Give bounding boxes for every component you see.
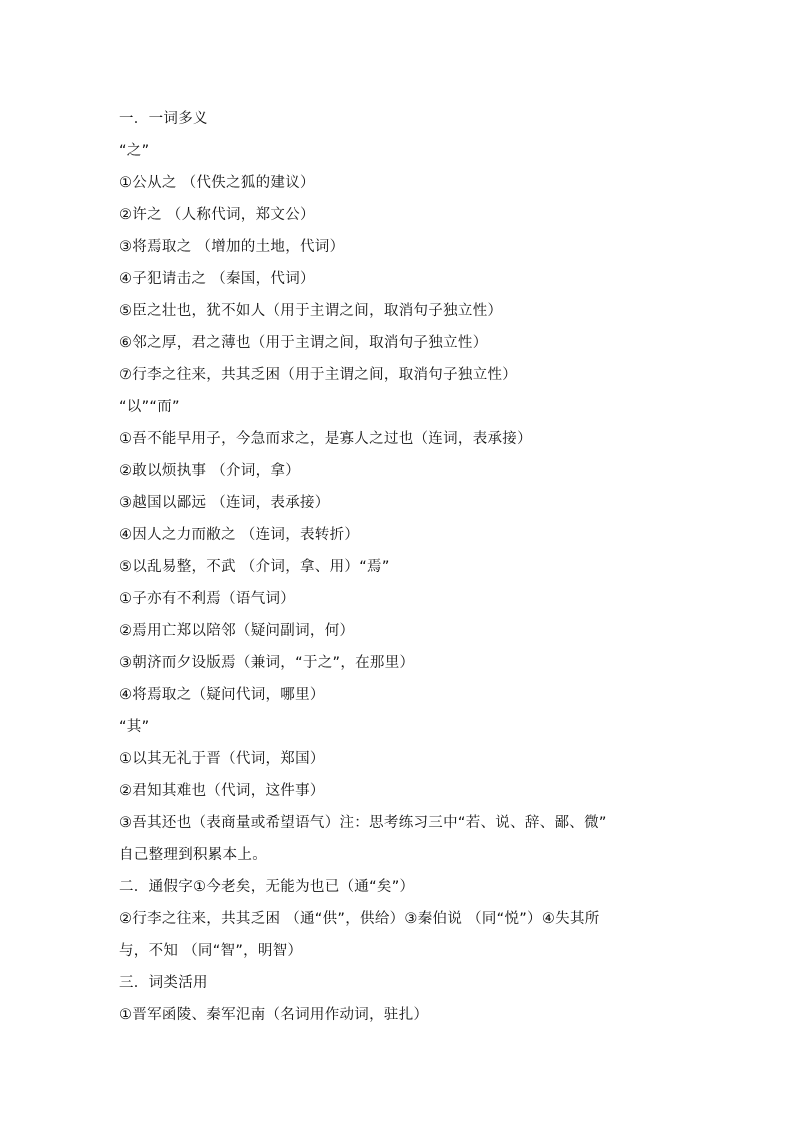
list-item: ③吾其还也（表商量或希望语气）注：思考练习三中“若、说、辞、鄙、微” (119, 815, 607, 831)
list-item: ①以其无礼于晋（代词，郑国） (119, 751, 325, 767)
list-item: ④因人之力而敝之 （连词，表转折） (119, 527, 360, 543)
list-item: ⑤以乱易整，不武 （介词，拿、用）“焉” (119, 559, 390, 575)
list-item: ⑥邻之厚，君之薄也（用于主谓之间，取消句子独立性） (119, 335, 488, 351)
list-item: ②焉用亡郑以陪邻（疑问副词，何） (119, 623, 355, 639)
list-item: ④将焉取之（疑问代词，哪里） (119, 687, 325, 703)
subheading-zhi: “之” (119, 143, 150, 159)
list-item: ⑦行李之往来，共其乏困（用于主谓之间，取消句子独立性） (119, 367, 518, 383)
note-continuation: 自己整理到积累本上。 (119, 847, 267, 863)
list-item: ②行李之往来，共其乏困 （通“供”，供给）③秦伯说 （同“悦”）④失其所 (119, 911, 600, 927)
list-item: ②许之 （人称代词，郑文公） (119, 207, 315, 223)
list-item: ③越国以鄙远 （连词，表承接） (119, 495, 330, 511)
list-item: ③将焉取之 （增加的土地，代词） (119, 239, 345, 255)
list-item-continuation: 与，不知 （同“智”，明智） (119, 943, 303, 959)
list-item: ⑤臣之壮也，犹不如人（用于主谓之间，取消句子独立性） (119, 303, 503, 319)
section-heading: 三．词类活用 (119, 975, 208, 991)
list-item: ②敢以烦执事 （介词，拿） (119, 463, 301, 479)
list-item: ④子犯请击之 （秦国，代词） (119, 271, 315, 287)
subheading-qi: “其” (119, 719, 150, 735)
list-item: ①子亦有不利焉（语气词） (119, 591, 296, 607)
subheading-yi-er: “以”“而” (119, 399, 180, 415)
list-item: ③朝济而夕设版焉（兼词，“于之”，在那里） (119, 655, 415, 671)
document-body (119, 103, 719, 1031)
list-item: ②君知其难也（代词，这件事） (119, 783, 325, 799)
section-heading: 一．一词多义 (119, 111, 208, 127)
section-heading: 二．通假字①今老矣，无能为也已（通“矣”） (119, 879, 415, 895)
list-item: ①晋军函陵、秦军氾南（名词用作动词，驻扎） (119, 1007, 429, 1023)
list-item: ①吾不能早用子，今急而求之，是寡人之过也（连词，表承接） (119, 431, 532, 447)
list-item: ①公从之 （代佚之狐的建议） (119, 175, 315, 191)
